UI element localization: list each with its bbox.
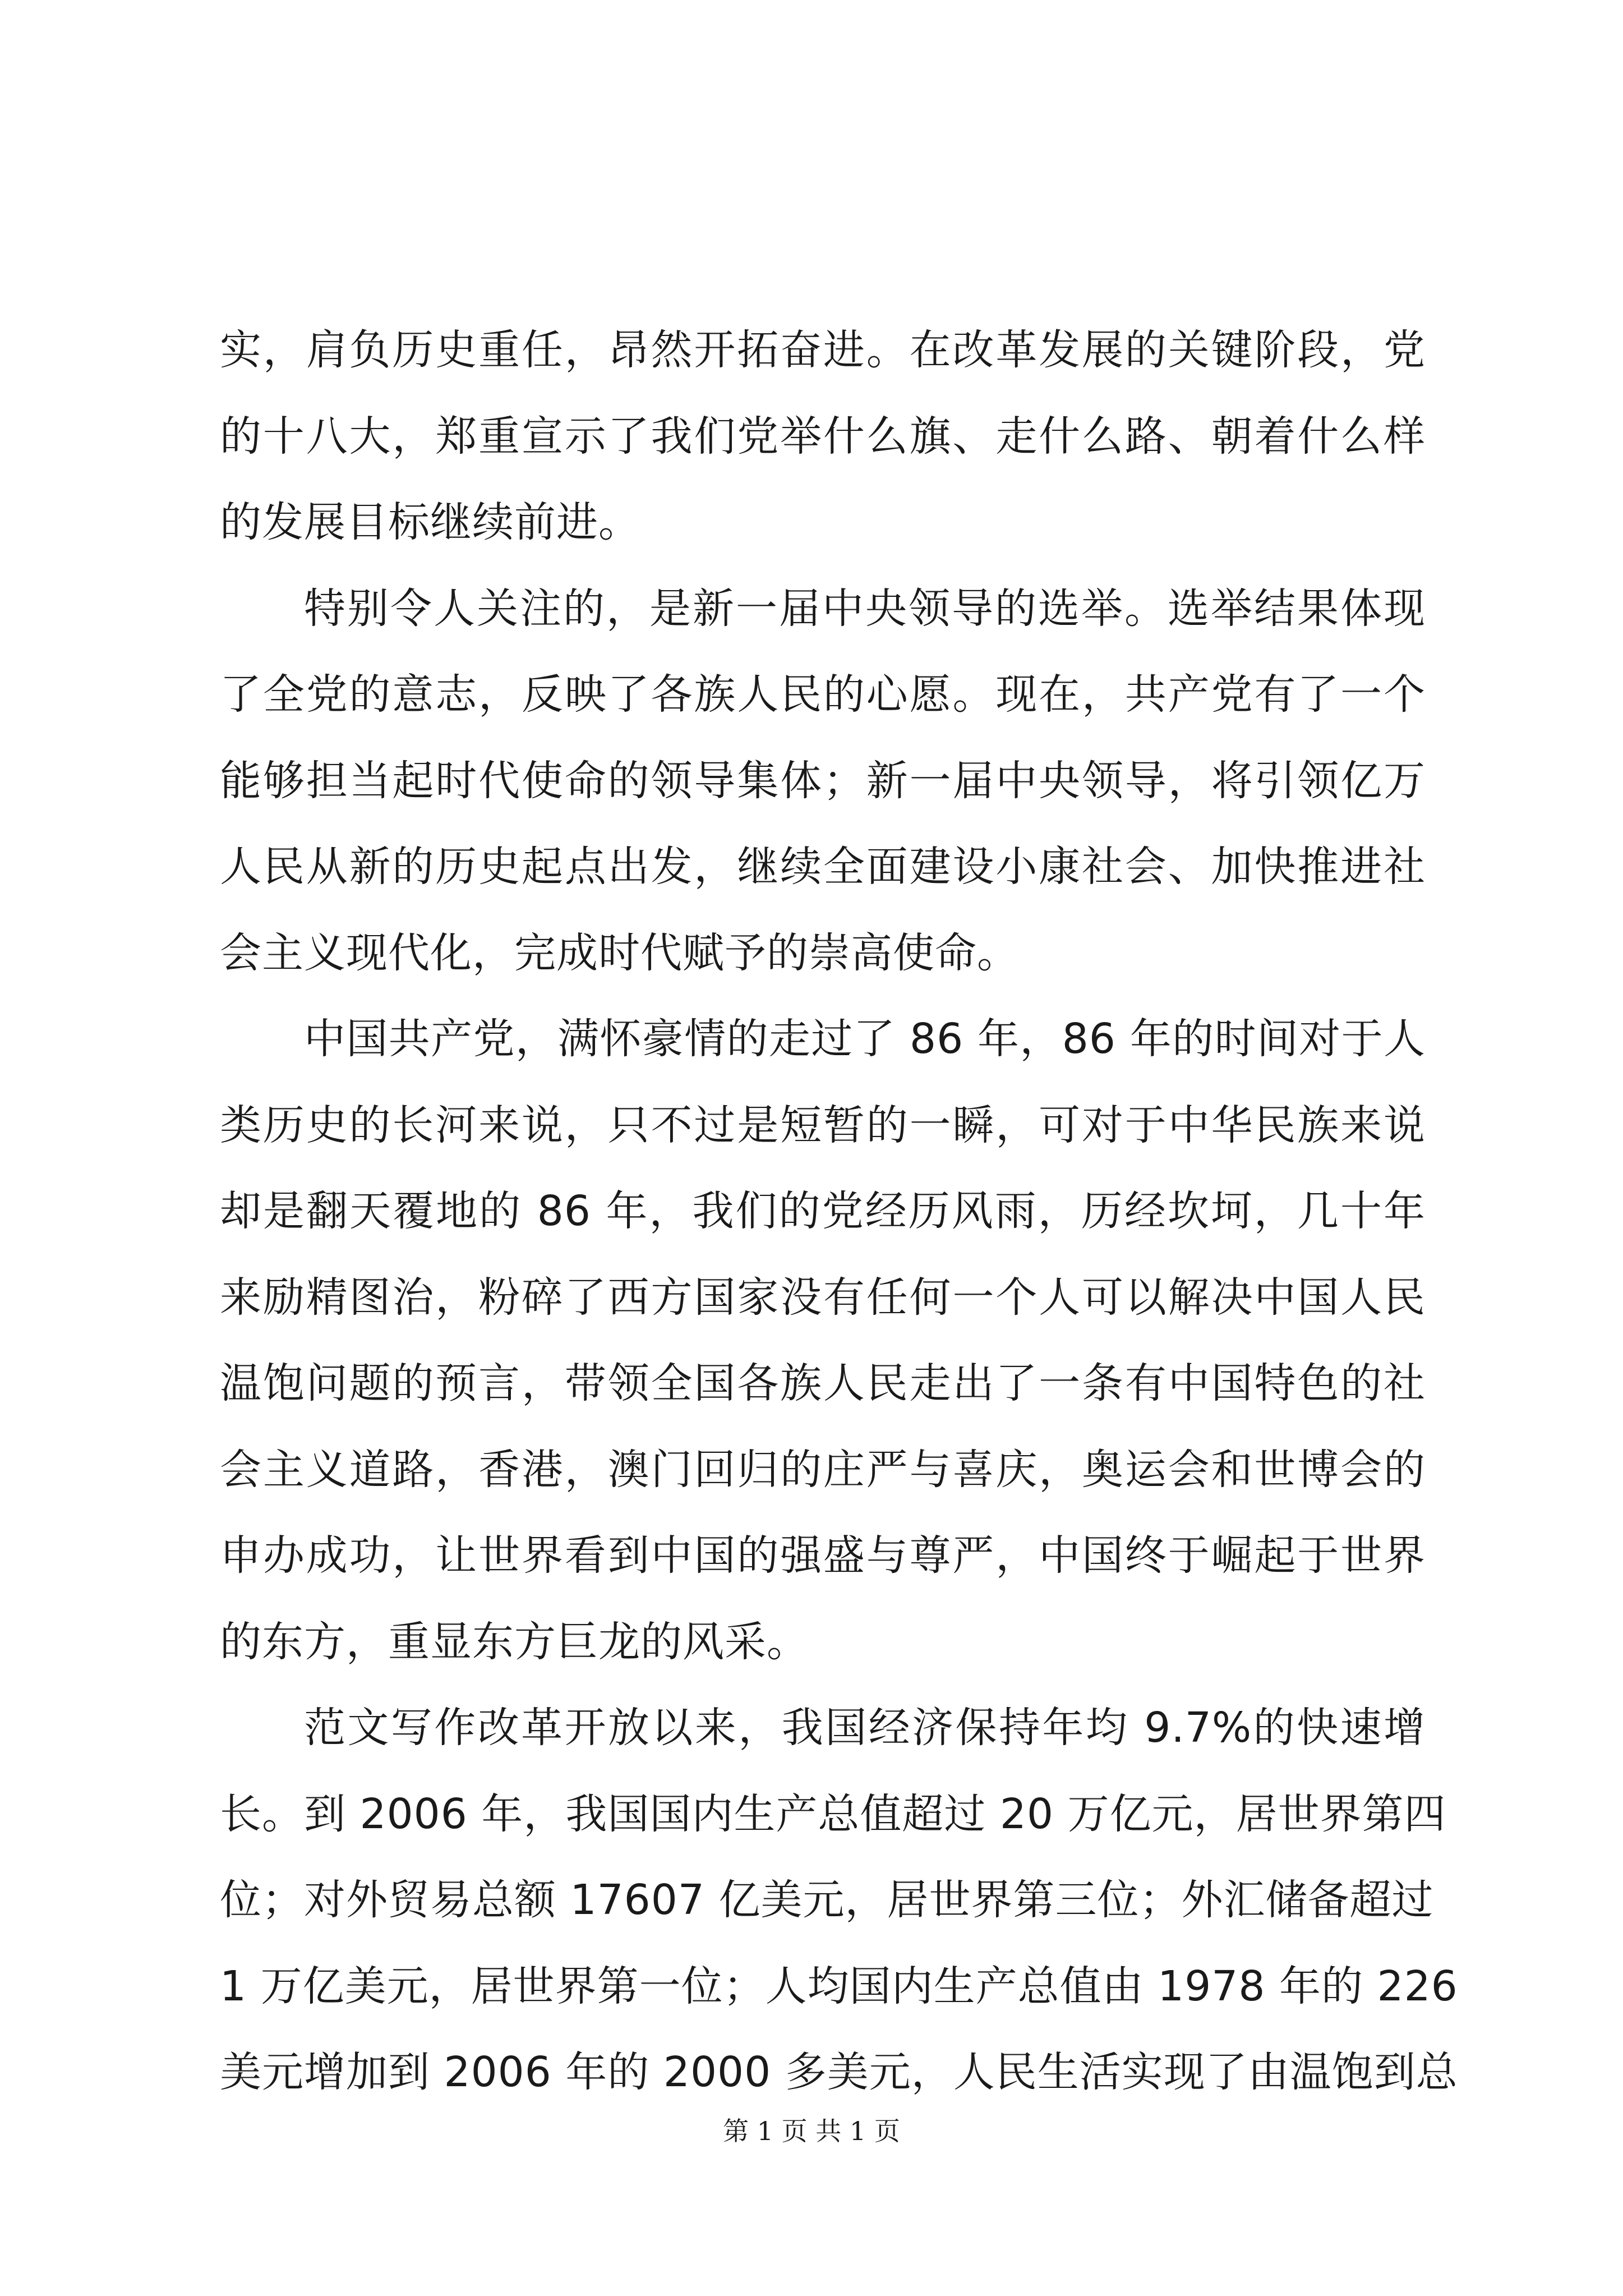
- paragraph: [220, 1685, 1458, 2116]
- text-line: 特别令人关注的，是新一届中央领导的选举。选举结果体现: [304, 584, 1426, 633]
- text-line: 范文写作改革开放以来，我国经济保持年均 9.7%的快速增: [304, 1704, 1426, 1752]
- text-line: 中国共产党，满怀豪情的走过了 86 年，86 年的时间对于人: [304, 1015, 1426, 1063]
- page-footer: [0, 2111, 1623, 2148]
- text-line: 却是翻天覆地的 86 年，我们的党经历风雨，历经坎坷，几十年: [220, 1187, 1426, 1235]
- text-line: 能够担当起时代使命的领导集体；新一届中央领导，将引领亿万: [220, 756, 1426, 805]
- paragraph: [220, 566, 1426, 997]
- text-line: 来励精图治，粉碎了西方国家没有任何一个人可以解决中国人民: [220, 1273, 1426, 1322]
- paragraph: [220, 996, 1426, 1685]
- text-line: 1 万亿美元，居世界第一位；人均国内生产总值由 1978 年的 226: [220, 1962, 1458, 2010]
- text-line: 类历史的长河来说，只不过是短暂的一瞬，可对于中华民族来说: [220, 1101, 1426, 1149]
- text-line: 美元增加到 2006 年的 2000 多美元，人民生活实现了由温饱到总: [220, 2048, 1458, 2096]
- text-line: 会主义现代化，完成时代赋予的崇高使命。: [220, 928, 1019, 977]
- text-line: 了全党的意志，反映了各族人民的心愿。现在，共产党有了一个: [220, 670, 1426, 719]
- text-line: 申办成功，让世界看到中国的强盛与尊严，中国终于崛起于世界: [220, 1531, 1426, 1580]
- text-line: 人民从新的历史起点出发，继续全面建设小康社会、加快推进社: [220, 843, 1426, 891]
- text-line: 的十八大，郑重宣示了我们党举什么旗、走什么路、朝着什么样: [220, 412, 1426, 461]
- text-line: 会主义道路，香港，澳门回归的庄严与喜庆，奥运会和世博会的: [220, 1445, 1426, 1494]
- text-line: 的东方，重显东方巨龙的风采。: [220, 1617, 809, 1666]
- text-line: 的发展目标继续前进。: [220, 498, 640, 546]
- text-line: 长。到 2006 年，我国国内生产总值超过 20 万亿元，居世界第四: [220, 1789, 1446, 1838]
- document-body: [220, 307, 1458, 2116]
- text-line: 位；对外贸易总额 17607 亿美元，居世界第三位；外汇储备超过: [220, 1876, 1434, 1924]
- page-number-label: 第 1 页 共 1 页: [723, 2116, 900, 2146]
- text-line: 温饱问题的预言，带领全国各族人民走出了一条有中国特色的社: [220, 1359, 1426, 1407]
- text-line: 实，肩负历史重任，昂然开拓奋进。在改革发展的关键阶段，党: [220, 326, 1426, 374]
- paragraph: [220, 307, 1426, 566]
